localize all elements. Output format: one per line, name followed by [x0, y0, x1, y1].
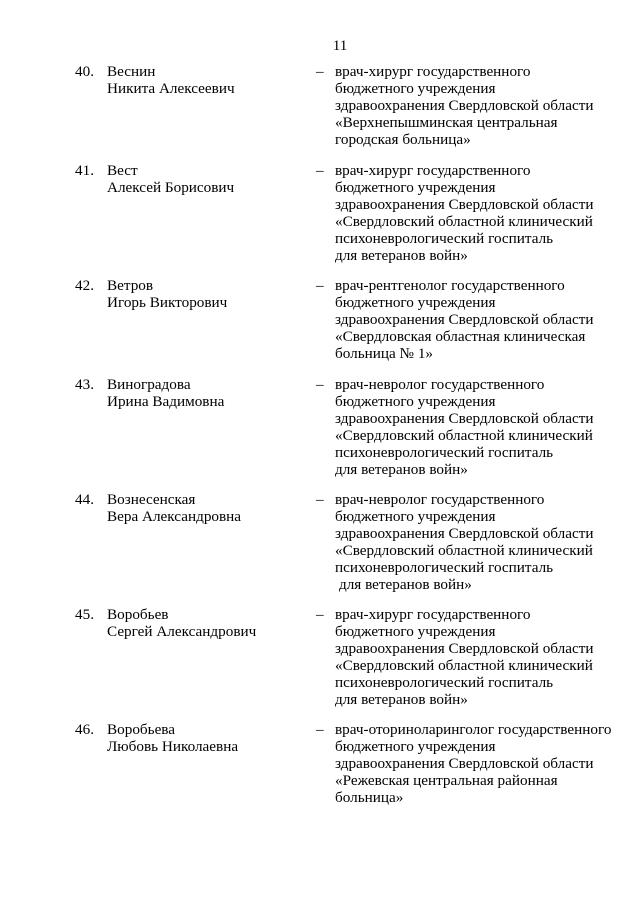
position-line: бюджетного учреждения [335, 507, 496, 525]
position-line: бюджетного учреждения [335, 622, 496, 640]
dash-separator: – [316, 277, 324, 294]
position-line: психоневрологический госпиталь [335, 443, 554, 461]
position-line: больница № 1» [335, 344, 434, 362]
position-description [335, 163, 635, 264]
position-line: «Свердловский областной клинический [335, 212, 593, 230]
person-name [107, 163, 307, 197]
position-line: здравоохранения Свердловской области [335, 96, 594, 114]
position-line: для ветеранов войн» [335, 690, 468, 708]
position-line: бюджетного учреждения [335, 737, 496, 755]
given-names: Никита Алексеевич [107, 79, 235, 97]
position-line: для ветеранов войн» [335, 460, 468, 478]
position-line: бюджетного учреждения [335, 392, 496, 410]
position-line: здравоохранения Свердловской области [335, 524, 594, 542]
person-name [107, 64, 307, 98]
position-line: «Верхнепышминская центральная [335, 113, 558, 131]
position-line: бюджетного учреждения [335, 293, 496, 311]
position-line: здравоохранения Свердловской области [335, 754, 594, 772]
surname: Вест [107, 162, 138, 179]
surname: Воробьев [107, 606, 169, 623]
position-line: для ветеранов войн» [339, 575, 472, 593]
dash-separator: – [316, 162, 324, 179]
person-name [107, 377, 307, 411]
position-line: здравоохранения Свердловской области [335, 639, 594, 657]
position-line: бюджетного учреждения [335, 178, 496, 196]
position-line: «Свердловский областной клинический [335, 426, 593, 444]
given-names: Вера Александровна [107, 507, 242, 525]
position-line: психоневрологический госпиталь [335, 673, 554, 691]
position-line: «Свердловская областная клиническая [335, 327, 586, 345]
given-names: Сергей Александрович [107, 622, 257, 640]
position-line: «Свердловский областной клинический [335, 656, 593, 674]
surname: Ветров [107, 277, 154, 294]
entry-number: 46. [75, 721, 94, 738]
dash-separator: – [316, 491, 324, 508]
position-description [335, 278, 635, 363]
position-description [335, 722, 635, 807]
entry-number: 44. [75, 491, 94, 508]
given-names: Алексей Борисович [107, 178, 235, 196]
person-name [107, 492, 307, 526]
dash-separator: – [316, 606, 324, 623]
given-names: Любовь Николаевна [107, 737, 239, 755]
entry-number: 43. [75, 376, 94, 393]
position-line: врач-рентгенолог государственного [335, 277, 565, 294]
position-line: для ветеранов войн» [335, 246, 468, 264]
given-names: Ирина Вадимовна [107, 392, 225, 410]
position-line: психоневрологический госпиталь [335, 229, 554, 247]
position-line: врач-невролог государственного [335, 376, 545, 393]
person-name [107, 607, 307, 641]
dash-separator: – [316, 63, 324, 80]
entry-number: 42. [75, 277, 94, 294]
person-name [107, 278, 307, 312]
position-line: врач-невролог государственного [335, 491, 545, 508]
surname: Воробьева [107, 721, 176, 738]
page-number: 11 [332, 37, 348, 54]
position-line: здравоохранения Свердловской области [335, 195, 594, 213]
position-line: «Свердловский областной клинический [335, 541, 593, 559]
position-line: «Режевская центральная районная [335, 771, 558, 789]
entry-number: 45. [75, 606, 94, 623]
person-name [107, 722, 307, 756]
position-line: психоневрологический госпиталь [335, 558, 554, 576]
position-line: бюджетного учреждения [335, 79, 496, 97]
position-line: врач-хирург государственного [335, 606, 531, 623]
position-line: здравоохранения Свердловской области [335, 310, 594, 328]
position-description [335, 607, 635, 708]
entry-number: 40. [75, 63, 94, 80]
position-description [335, 64, 635, 149]
surname: Веснин [107, 63, 156, 80]
given-names: Игорь Викторович [107, 293, 228, 311]
position-description [335, 492, 635, 593]
position-line: врач-оториноларинголог государственного [335, 721, 612, 738]
position-line: городская больница» [335, 130, 471, 148]
dash-separator: – [316, 376, 324, 393]
position-line: врач-хирург государственного [335, 162, 531, 179]
entry-number: 41. [75, 162, 94, 179]
position-line: врач-хирург государственного [335, 63, 531, 80]
dash-separator: – [316, 721, 324, 738]
surname: Виноградова [107, 376, 191, 393]
surname: Вознесенская [107, 491, 196, 508]
position-line: больница» [335, 788, 404, 806]
position-description [335, 377, 635, 478]
position-line: здравоохранения Свердловской области [335, 409, 594, 427]
